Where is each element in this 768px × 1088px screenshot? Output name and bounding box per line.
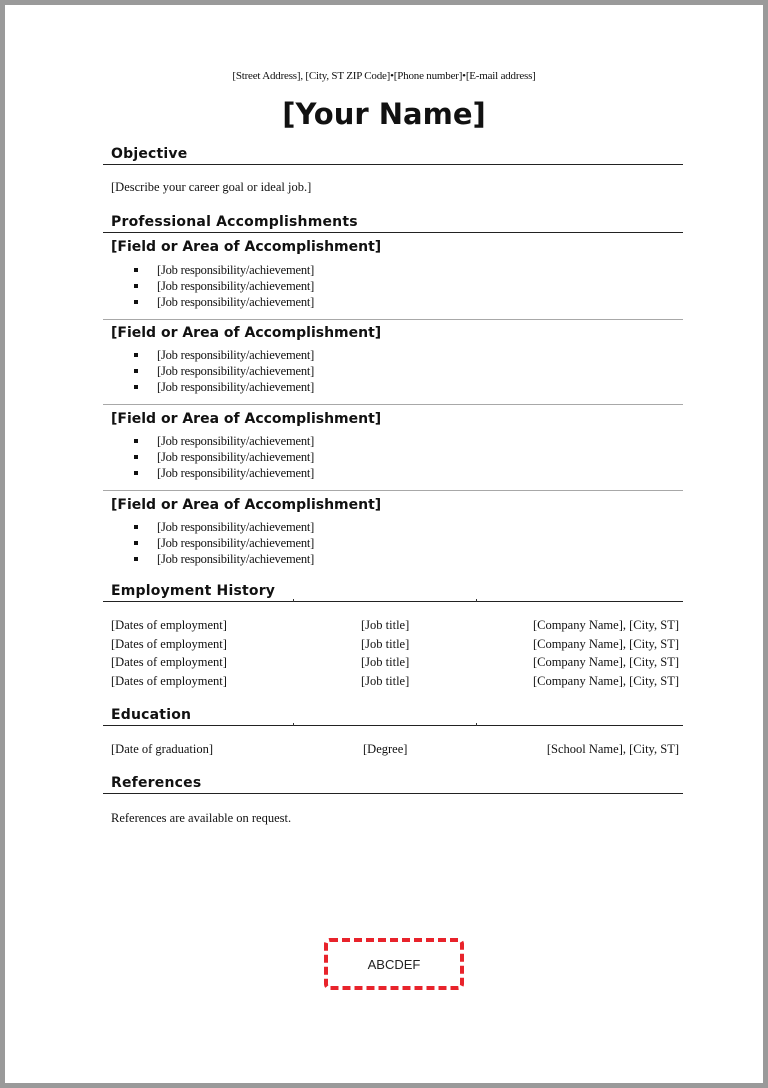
divider — [103, 490, 683, 491]
list-item: [Job responsibility/achievement] — [131, 278, 314, 294]
table-row — [111, 742, 679, 760]
accomplishments-heading-label: Professional Accomplishments — [111, 214, 358, 230]
education-heading-label: Education — [111, 707, 192, 723]
list-item: [Job responsibility/achievement] — [131, 519, 314, 535]
accomplishment-field-title: [Field or Area of Accomplishment] — [111, 325, 382, 341]
column-tick — [476, 723, 477, 726]
employment-dates: [Dates of employment] — [111, 655, 227, 669]
references-text: References are available on request. — [111, 811, 292, 825]
accomplishments-heading — [103, 212, 683, 233]
list-item: [Job responsibility/achievement] — [131, 262, 314, 278]
accomplishment-field-title: [Field or Area of Accomplishment] — [111, 411, 382, 427]
degree: [Degree] — [363, 742, 408, 756]
divider — [103, 319, 683, 320]
stamp-text: ABCDEF — [367, 956, 421, 972]
job-title: [Job title] — [361, 618, 410, 632]
objective-text: [Describe your career goal or ideal job.] — [111, 180, 312, 194]
contact-line: [Street Address], [City, ST ZIP Code]•[Phone number]•[E-mail address] — [232, 70, 536, 82]
employment-dates: [Dates of employment] — [111, 637, 227, 651]
accomplishment-list — [131, 347, 314, 395]
accomplishment-list — [131, 433, 314, 481]
accomplishment-field-title: [Field or Area of Accomplishment] — [111, 497, 382, 513]
education-heading — [103, 705, 683, 726]
references-heading-label: References — [111, 775, 202, 791]
table-row — [111, 618, 679, 636]
objective-heading-label: Objective — [111, 146, 188, 162]
list-item: [Job responsibility/achievement] — [131, 379, 314, 395]
accomplishment-field-title: [Field or Area of Accomplishment] — [111, 239, 382, 255]
company-name: [Company Name], [City, ST] — [532, 674, 679, 688]
accomplishment-list — [131, 262, 314, 310]
table-row — [111, 674, 679, 692]
list-item: [Job responsibility/achievement] — [131, 449, 314, 465]
objective-heading — [103, 144, 683, 165]
employment-heading — [103, 581, 683, 602]
list-item: [Job responsibility/achievement] — [131, 294, 314, 310]
job-title: [Job title] — [361, 674, 410, 688]
school-name: [School Name], [City, ST] — [546, 742, 679, 756]
company-name: [Company Name], [City, ST] — [532, 618, 679, 632]
accomplishment-list — [131, 519, 314, 567]
column-tick — [293, 723, 294, 726]
company-name: [Company Name], [City, ST] — [532, 637, 679, 651]
resume-page — [5, 5, 763, 1083]
column-tick — [476, 599, 477, 602]
employment-heading-label: Employment History — [111, 583, 276, 599]
applicant-name: [Your Name] — [282, 97, 486, 131]
list-item: [Job responsibility/achievement] — [131, 363, 314, 379]
graduation-date: [Date of graduation] — [111, 742, 214, 756]
job-title: [Job title] — [361, 637, 410, 651]
column-tick — [293, 599, 294, 602]
list-item: [Job responsibility/achievement] — [131, 551, 314, 567]
list-item: [Job responsibility/achievement] — [131, 347, 314, 363]
company-name: [Company Name], [City, ST] — [532, 655, 679, 669]
divider — [103, 404, 683, 405]
references-heading — [103, 773, 683, 794]
employment-dates: [Dates of employment] — [111, 618, 227, 632]
stamp-box — [324, 938, 464, 990]
list-item: [Job responsibility/achievement] — [131, 535, 314, 551]
list-item: [Job responsibility/achievement] — [131, 465, 314, 481]
employment-dates: [Dates of employment] — [111, 674, 227, 688]
table-row — [111, 655, 679, 673]
job-title: [Job title] — [361, 655, 410, 669]
list-item: [Job responsibility/achievement] — [131, 433, 314, 449]
table-row — [111, 637, 679, 655]
